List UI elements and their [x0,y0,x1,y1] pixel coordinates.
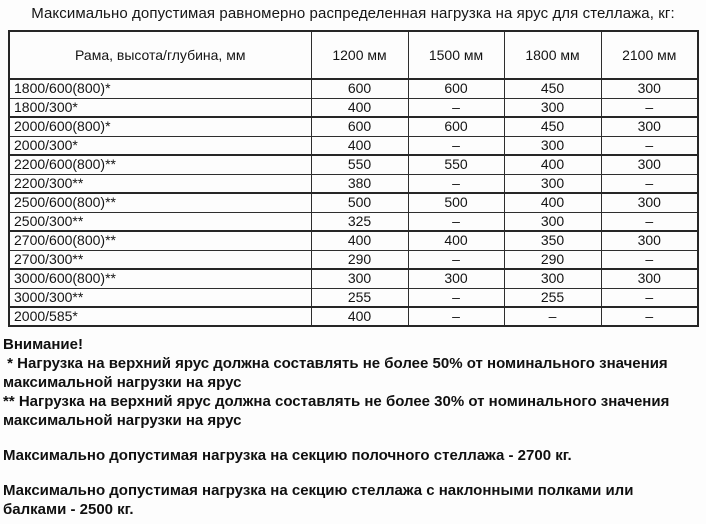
load-value-cell: 300 [504,98,601,117]
load-value-cell: 600 [311,79,408,98]
load-value-cell: 600 [408,117,504,136]
load-value-cell: 400 [408,231,504,250]
column-header-1800mm: 1800 мм [504,31,601,79]
frame-cell: 2700/300** [9,250,311,269]
load-value-cell: – [408,288,504,307]
frame-cell: 1800/300* [9,98,311,117]
load-value-cell: 550 [408,155,504,174]
load-value-cell: 550 [311,155,408,174]
load-value-cell: – [408,174,504,193]
load-value-cell: 500 [408,193,504,212]
load-value-cell: – [601,250,698,269]
table-row [9,98,698,117]
load-value-cell: 450 [504,117,601,136]
load-value-cell: 300 [408,269,504,288]
load-value-cell: 300 [311,269,408,288]
table-row [9,193,698,212]
load-value-cell: 325 [311,212,408,231]
frame-cell: 2500/600(800)** [9,193,311,212]
table-row [9,117,698,136]
load-capacity-table [8,30,699,327]
load-value-cell: 290 [504,250,601,269]
load-value-cell: 300 [601,193,698,212]
load-value-cell: 255 [311,288,408,307]
load-value-cell: – [408,250,504,269]
load-value-cell: – [601,212,698,231]
frame-cell: 2000/300* [9,136,311,155]
frame-cell: 2000/600(800)* [9,117,311,136]
load-value-cell: 400 [311,307,408,326]
load-value-cell: 400 [311,98,408,117]
load-value-cell: 300 [601,79,698,98]
load-value-cell: – [601,307,698,326]
table-row [9,288,698,307]
frame-cell: 2200/300** [9,174,311,193]
frame-cell: 2700/600(800)** [9,231,311,250]
load-value-cell: 600 [311,117,408,136]
load-value-cell: 450 [504,79,601,98]
load-value-cell: 300 [601,117,698,136]
load-value-cell: 255 [504,288,601,307]
load-value-cell: 400 [311,136,408,155]
load-value-cell: – [408,307,504,326]
table-row [9,136,698,155]
load-value-cell: 350 [504,231,601,250]
load-value-cell: 400 [504,193,601,212]
notes-section [0,335,706,519]
table-header-row [9,31,698,79]
load-value-cell: 300 [504,212,601,231]
frame-cell: 2000/585* [9,307,311,326]
max-shelf-section-note: Максимально допустимая нагрузка на секцию полочного стеллажа - 2700 кг. [3,447,572,464]
table-row [9,79,698,98]
load-value-cell: 300 [504,136,601,155]
load-table-body [9,79,698,326]
column-header-2100mm: 2100 мм [601,31,698,79]
column-header-1200mm: 1200 мм [311,31,408,79]
table-row [9,174,698,193]
load-value-cell: – [408,98,504,117]
table-row [9,307,698,326]
table-row [9,269,698,288]
load-value-cell: 300 [504,174,601,193]
table-row [9,212,698,231]
load-value-cell: – [408,212,504,231]
load-value-cell: – [601,98,698,117]
load-value-cell: 290 [311,250,408,269]
load-value-cell: – [408,136,504,155]
note-top-tier-50: * Нагрузка на верхний ярус должна составлять не более 50% от номинального значения максимальной нагрузки на ярус [3,355,672,391]
load-value-cell: 400 [504,155,601,174]
load-value-cell: – [504,307,601,326]
load-value-cell: 300 [601,269,698,288]
load-value-cell: – [601,136,698,155]
load-value-cell: – [601,174,698,193]
table-row [9,155,698,174]
frame-cell: 3000/600(800)** [9,269,311,288]
load-value-cell: 500 [311,193,408,212]
attention-heading: Внимание! [3,336,83,353]
frame-cell: 3000/300** [9,288,311,307]
note-top-tier-30: ** Нагрузка на верхний ярус должна составлять не более 30% от номинального значения максимальной нагрузки на ярус [3,393,674,429]
load-value-cell: 300 [601,231,698,250]
load-value-cell: – [601,288,698,307]
load-value-cell: 300 [601,155,698,174]
column-header-1500mm: 1500 мм [408,31,504,79]
column-header-frame: Рама, высота/глубина, мм [9,31,311,79]
load-value-cell: 600 [408,79,504,98]
load-value-cell: 400 [311,231,408,250]
frame-cell: 2200/600(800)** [9,155,311,174]
max-inclined-section-note: Максимально допустимая нагрузка на секцию стеллажа с наклонными полками или балками - 2500 кг. [3,482,638,518]
frame-cell: 2500/300** [9,212,311,231]
table-row [9,231,698,250]
frame-cell: 1800/600(800)* [9,79,311,98]
page-title: Максимально допустимая равномерно распределенная нагрузка на ярус для стеллажа, кг: [31,5,675,22]
load-value-cell: 300 [504,269,601,288]
load-value-cell: 380 [311,174,408,193]
table-row [9,250,698,269]
